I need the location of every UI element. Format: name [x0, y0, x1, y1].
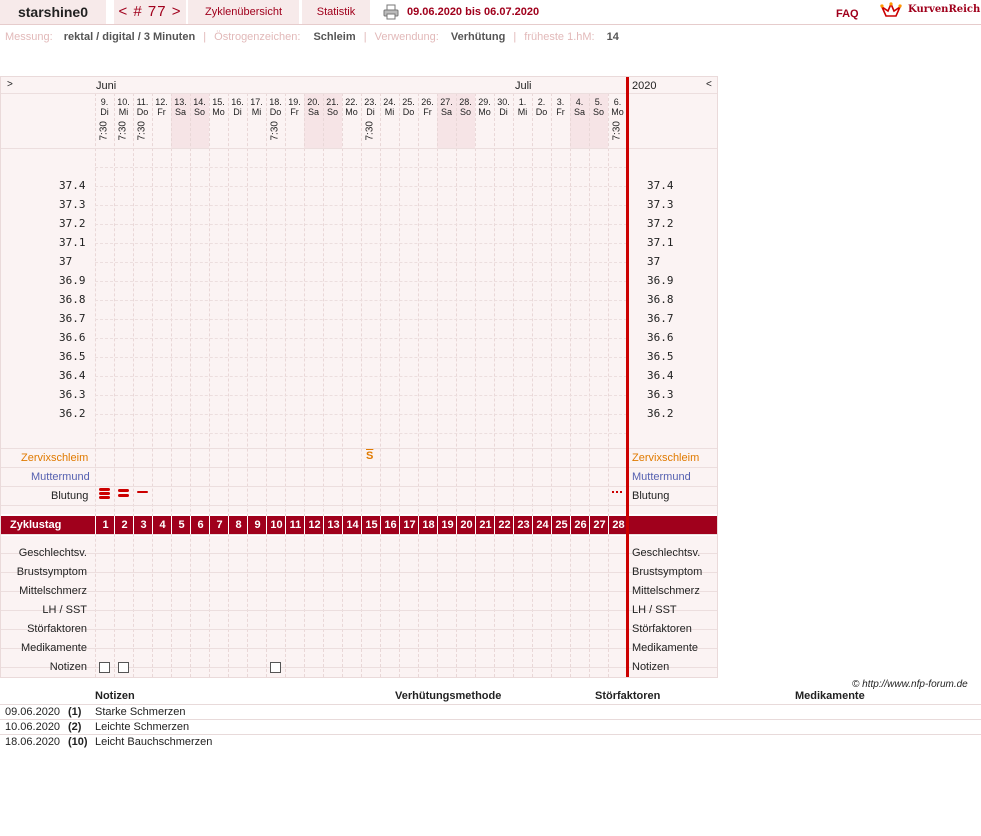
grid-hline	[95, 414, 627, 415]
cycle-chart	[0, 76, 718, 678]
crown-logo-icon[interactable]	[880, 2, 902, 20]
day-date: 28.	[459, 97, 472, 107]
day-date: 13.	[174, 97, 187, 107]
grid-hline	[1, 93, 717, 94]
year-label: 2020	[632, 80, 657, 92]
day-date: 2.	[537, 97, 546, 107]
day-weekday: Sa	[307, 107, 319, 117]
grid-hline	[95, 433, 627, 434]
bleeding-heavy-mark[interactable]	[99, 496, 110, 499]
day-date: 6.	[613, 97, 622, 107]
row-label-right: Mittelschmerz	[632, 585, 700, 597]
cycle-day-number: 20	[456, 516, 476, 534]
cycle-navigator[interactable]: < # 77 >	[114, 0, 186, 24]
day-weekday: Do	[402, 107, 415, 117]
measure-time: 7:30	[269, 121, 281, 141]
grid-vline	[190, 93, 191, 677]
temp-tick-left: 36.8	[59, 293, 86, 306]
cycle-settings: Messung: rektal / digital / 3 Minuten | Östrogenzeichen: Schleim | Verwendung: Verhütung | früheste 1.hM: 14	[5, 31, 619, 43]
grid-vline	[475, 93, 476, 677]
grid-vline	[133, 93, 134, 677]
day-date: 29.	[478, 97, 491, 107]
cycle-day-number: 18	[418, 516, 438, 534]
top-bar	[0, 0, 981, 25]
cycle-day-number: 28	[608, 516, 628, 534]
note-icon[interactable]	[118, 662, 129, 673]
cycle-day-number: 4	[152, 516, 172, 534]
cycle-day-number: 5	[171, 516, 191, 534]
row-label-left: LH / SST	[42, 604, 87, 616]
day-weekday: Mo	[345, 107, 358, 117]
chart-band	[1, 149, 717, 449]
day-weekday: Do	[535, 107, 548, 117]
day-weekday: Sa	[174, 107, 186, 117]
day-date: 14.	[193, 97, 206, 107]
temp-tick-right: 36.2	[647, 407, 674, 420]
row-label-cycleday: Zyklustag	[10, 519, 62, 531]
grid-vline	[437, 93, 438, 677]
grid-vline	[152, 93, 153, 677]
cycle-day-number: 8	[228, 516, 248, 534]
grid-hline	[1, 148, 717, 149]
day-weekday: So	[193, 107, 205, 117]
row-label-left: Brustsymptom	[16, 566, 87, 578]
row-label-right: Brustsymptom	[632, 566, 703, 578]
temp-tick-left: 36.5	[59, 350, 86, 363]
day-weekday: Sa	[440, 107, 452, 117]
day-date: 21.	[326, 97, 339, 107]
day-date: 4.	[575, 97, 584, 107]
grid-hline	[95, 262, 627, 263]
temp-tick-right: 37.3	[647, 198, 674, 211]
grid-vline	[570, 93, 571, 677]
spotting-mark[interactable]	[620, 491, 622, 493]
day-date: 30.	[497, 97, 510, 107]
spotting-mark[interactable]	[616, 491, 618, 493]
day-date: 20.	[307, 97, 320, 107]
day-weekday: Mo	[478, 107, 491, 117]
row-label-cervix: Zervixschleim	[21, 452, 89, 464]
temp-tick-right: 37.4	[647, 179, 674, 192]
day-date: 3.	[556, 97, 565, 107]
grid-vline	[589, 93, 590, 677]
chart-nav-next[interactable]: <	[706, 79, 712, 90]
grid-vline	[285, 93, 286, 677]
cycle-day-number: 1	[95, 516, 115, 534]
cycle-day-number: 3	[133, 516, 153, 534]
grid-hline	[95, 224, 627, 225]
temp-tick-right: 36.8	[647, 293, 674, 306]
day-date: 12.	[155, 97, 168, 107]
cycle-day-number: 15	[361, 516, 381, 534]
grid-hline	[1, 448, 717, 449]
day-date: 17.	[250, 97, 263, 107]
day-date: 24.	[383, 97, 396, 107]
row-label-mumu-right: Muttermund	[632, 471, 691, 483]
temp-tick-right: 37.1	[647, 236, 674, 249]
note-cycle-day: (1)	[68, 706, 82, 718]
grid-hline	[1, 505, 717, 506]
note-date: 09.06.2020	[5, 706, 61, 718]
day-date: 10.	[117, 97, 130, 107]
usage-value: Verhütung	[450, 31, 506, 43]
day-weekday: Di	[100, 107, 109, 117]
grid-vline	[95, 93, 96, 677]
grid-hline	[95, 300, 627, 301]
day-weekday: Fr	[290, 107, 299, 117]
cycle-day-number: 2	[114, 516, 134, 534]
measure-time: 7:30	[117, 121, 129, 141]
grid-hline	[95, 186, 627, 187]
cycle-day-number: 19	[437, 516, 457, 534]
temp-tick-left: 36.6	[59, 331, 86, 344]
row-label-right: Notizen	[632, 661, 670, 673]
day-weekday: Mi	[384, 107, 395, 117]
grid-hline	[95, 357, 627, 358]
day-weekday: Di	[366, 107, 375, 117]
bleeding-medium-mark[interactable]	[118, 489, 129, 492]
grid-hline	[1, 534, 717, 535]
chart-nav-prev[interactable]: >	[7, 79, 13, 90]
credit[interactable]: © http://www.nfp-forum.de	[852, 679, 968, 690]
earliest-value: 14	[606, 31, 619, 43]
bleeding-medium-mark[interactable]	[118, 494, 129, 497]
faq-link[interactable]: FAQ	[836, 8, 859, 20]
day-weekday: Fr	[556, 107, 565, 117]
day-weekday: Mi	[118, 107, 129, 117]
cycle-day-number: 26	[570, 516, 590, 534]
tab-statistics[interactable]: Statistik	[302, 0, 370, 24]
cycle-day-number: 10	[266, 516, 286, 534]
grid-hline	[1, 591, 717, 592]
grid-hline	[95, 281, 627, 282]
logo-text[interactable]: KurvenReich	[908, 4, 981, 15]
method-header: Verhütungsmethode	[395, 690, 502, 702]
grid-vline	[114, 93, 115, 677]
grid-vline	[380, 93, 381, 677]
bleeding-heavy-mark[interactable]	[99, 492, 110, 495]
grid-hline	[1, 572, 717, 573]
grid-hline	[95, 167, 627, 168]
temp-tick-left: 36.9	[59, 274, 86, 287]
note-text: Starke Schmerzen	[95, 706, 186, 718]
table-row	[0, 719, 981, 735]
month-june: Juni	[96, 80, 117, 92]
notes-header: Notizen	[95, 690, 135, 702]
cycle-day-number: 27	[589, 516, 609, 534]
temp-tick-left: 36.3	[59, 388, 86, 401]
cycle-day-number: 6	[190, 516, 210, 534]
cycle-day-number: 16	[380, 516, 400, 534]
grid-hline	[95, 205, 627, 206]
cycle-day-number: 25	[551, 516, 571, 534]
grid-hline	[95, 243, 627, 244]
row-label-mumu: Muttermund	[31, 471, 90, 483]
cycle-day-number: 17	[399, 516, 419, 534]
cervix-mark[interactable]: $\overline{S}$	[366, 450, 374, 462]
date-range: 09.06.2020 bis 06.07.2020	[407, 6, 540, 18]
day-weekday: Di	[499, 107, 508, 117]
day-date: 25.	[402, 97, 415, 107]
temp-tick-left: 37.1	[59, 236, 86, 249]
grid-hline	[95, 376, 627, 377]
temp-tick-left: 36.4	[59, 369, 86, 382]
temp-tick-left: 36.2	[59, 407, 86, 420]
grid-vline	[494, 93, 495, 677]
username: starshine0	[0, 0, 106, 24]
day-weekday: Mo	[212, 107, 225, 117]
grid-hline	[1, 629, 717, 630]
cycle-day-number: 24	[532, 516, 552, 534]
row-label-right: LH / SST	[632, 604, 677, 616]
grid-vline	[209, 93, 210, 677]
cycle-day-number: 21	[475, 516, 495, 534]
temp-tick-left: 37.4	[59, 179, 86, 192]
day-date: 27.	[440, 97, 453, 107]
day-date: 15.	[212, 97, 225, 107]
grid-vline	[361, 93, 362, 677]
row-label-left: Störfaktoren	[27, 623, 87, 635]
cycle-day-number: 14	[342, 516, 362, 534]
cycle-day-number: 7	[209, 516, 229, 534]
day-date: 16.	[231, 97, 244, 107]
row-label-left: Mittelschmerz	[19, 585, 87, 597]
note-icon[interactable]	[270, 662, 281, 673]
day-date: 1.	[518, 97, 527, 107]
measure-time: 7:30	[98, 121, 110, 141]
day-date: 19.	[288, 97, 301, 107]
cycle-day-number: 13	[323, 516, 343, 534]
day-weekday: Do	[136, 107, 149, 117]
note-date: 18.06.2020	[5, 736, 61, 748]
note-cycle-day: (2)	[68, 721, 82, 733]
measurement-value: rektal / digital / 3 Minuten	[63, 31, 196, 43]
temp-tick-left: 37.2	[59, 217, 86, 230]
month-july: Juli	[515, 80, 532, 92]
chart-band	[1, 536, 717, 677]
cycle-end-line	[626, 77, 629, 677]
grid-vline	[342, 93, 343, 677]
temp-tick-right: 36.6	[647, 331, 674, 344]
grid-vline	[532, 93, 533, 677]
day-weekday: Sa	[573, 107, 585, 117]
grid-hline	[1, 486, 717, 487]
measure-time: 7:30	[364, 121, 376, 141]
temp-tick-right: 36.4	[647, 369, 674, 382]
estrogen-value: Schleim	[313, 31, 356, 43]
day-weekday: Mo	[611, 107, 624, 117]
bleeding-light-mark[interactable]	[137, 491, 148, 493]
row-label-right: Geschlechtsv.	[632, 547, 701, 559]
temp-tick-right: 36.7	[647, 312, 674, 325]
temp-tick-right: 36.5	[647, 350, 674, 363]
spotting-mark[interactable]	[612, 491, 614, 493]
day-weekday: Fr	[157, 107, 166, 117]
day-weekday: So	[326, 107, 338, 117]
grid-vline	[323, 93, 324, 677]
temp-tick-right: 36.9	[647, 274, 674, 287]
cycle-day-number: 12	[304, 516, 324, 534]
row-label-bleeding: Blutung	[51, 490, 89, 502]
temp-tick-right: 37	[647, 255, 661, 268]
day-weekday: So	[459, 107, 471, 117]
grid-hline	[1, 467, 717, 468]
note-cycle-day: (10)	[68, 736, 88, 748]
row-label-right: Störfaktoren	[632, 623, 692, 635]
measure-time: 7:30	[136, 121, 148, 141]
grid-hline	[1, 553, 717, 554]
row-label-left: Notizen	[49, 661, 87, 673]
table-row	[0, 704, 981, 720]
day-weekday: Mi	[517, 107, 528, 117]
grid-vline	[551, 93, 552, 677]
estrogen-label: Östrogenzeichen:	[214, 31, 301, 43]
note-text: Leicht Bauchschmerzen	[95, 736, 213, 748]
grid-vline	[608, 93, 609, 677]
note-text: Leichte Schmerzen	[95, 721, 190, 733]
measure-time: 7:30	[611, 121, 623, 141]
day-date: 18.	[269, 97, 282, 107]
grid-hline	[95, 395, 627, 396]
row-label-left: Geschlechtsv.	[18, 547, 87, 559]
day-weekday: Di	[233, 107, 242, 117]
day-weekday: Mi	[251, 107, 262, 117]
temp-tick-left: 37	[59, 255, 73, 268]
grid-vline	[399, 93, 400, 677]
temp-tick-left: 37.3	[59, 198, 86, 211]
grid-hline	[1, 610, 717, 611]
day-date: 23.	[364, 97, 377, 107]
usage-label: Verwendung:	[374, 31, 439, 43]
day-date: 26.	[421, 97, 434, 107]
row-label-cervix-right: Zervixschleim	[632, 452, 700, 464]
cycle-day-number: 23	[513, 516, 533, 534]
day-date: 5.	[594, 97, 603, 107]
print-icon[interactable]	[383, 4, 399, 20]
grid-vline	[247, 93, 248, 677]
disturbance-header: Störfaktoren	[595, 690, 661, 702]
cycle-day-number: 22	[494, 516, 514, 534]
bleeding-heavy-mark[interactable]	[99, 488, 110, 491]
day-weekday: Do	[269, 107, 282, 117]
grid-vline	[304, 93, 305, 677]
grid-vline	[418, 93, 419, 677]
grid-hline	[1, 648, 717, 649]
day-weekday: So	[592, 107, 604, 117]
tab-cycle-overview[interactable]: Zyklenübersicht	[188, 0, 299, 24]
day-date: 22.	[345, 97, 358, 107]
medication-header: Medikamente	[795, 690, 865, 702]
table-row	[0, 734, 981, 750]
cycle-day-number: 9	[247, 516, 267, 534]
grid-vline	[228, 93, 229, 677]
grid-hline	[95, 338, 627, 339]
grid-vline	[171, 93, 172, 677]
day-date: 9.	[100, 97, 109, 107]
temp-tick-right: 37.2	[647, 217, 674, 230]
earliest-label: früheste 1.hM:	[524, 31, 595, 43]
grid-vline	[456, 93, 457, 677]
grid-vline	[513, 93, 514, 677]
grid-hline	[95, 319, 627, 320]
day-weekday: Fr	[423, 107, 432, 117]
note-date: 10.06.2020	[5, 721, 61, 733]
note-icon[interactable]	[99, 662, 110, 673]
grid-vline	[266, 93, 267, 677]
row-label-right: Medikamente	[632, 642, 699, 654]
measurement-label: Messung:	[5, 31, 53, 43]
cycle-day-number: 11	[285, 516, 305, 534]
row-label-left: Medikamente	[20, 642, 87, 654]
row-label-bleeding-right: Blutung	[632, 490, 670, 502]
temp-tick-left: 36.7	[59, 312, 86, 325]
temp-tick-right: 36.3	[647, 388, 674, 401]
day-date: 11.	[136, 97, 149, 107]
